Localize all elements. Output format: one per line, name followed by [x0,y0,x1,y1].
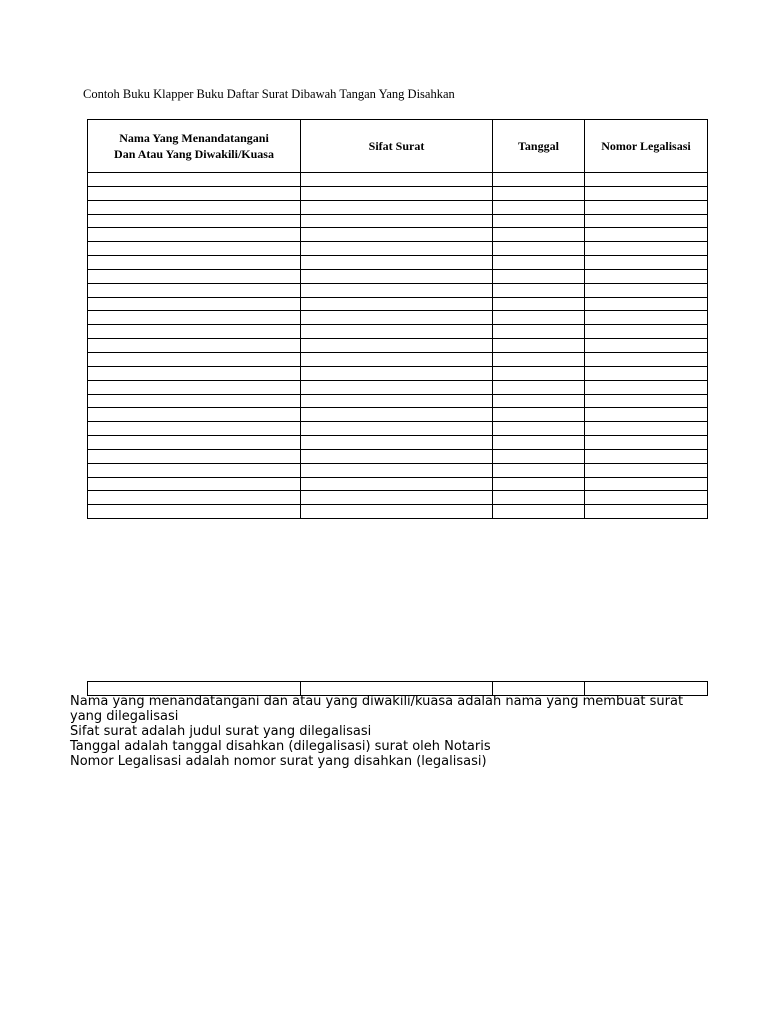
table-cell[interactable] [585,449,708,463]
table-cell[interactable] [493,408,585,422]
table-row [88,339,708,353]
table-cell[interactable] [301,505,493,519]
table-cell[interactable] [88,269,301,283]
table-cell[interactable] [585,366,708,380]
table-cell[interactable] [585,283,708,297]
table-cell[interactable] [88,256,301,270]
table-cell[interactable] [88,366,301,380]
table-cell[interactable] [493,394,585,408]
table-row [88,408,708,422]
table-cell[interactable] [88,228,301,242]
header-nama-line2: Dan Atau Yang Diwakili/Kuasa [114,147,274,161]
table-cell[interactable] [88,242,301,256]
table-cell[interactable] [301,200,493,214]
table-cell[interactable] [585,311,708,325]
table-cell[interactable] [585,394,708,408]
table-row [88,325,708,339]
table-cell[interactable] [493,311,585,325]
table-row [88,173,708,187]
table-cell[interactable] [493,297,585,311]
table-cell[interactable] [493,352,585,366]
table-cell[interactable] [493,477,585,491]
table-cell[interactable] [493,449,585,463]
table-cell[interactable] [585,186,708,200]
table-cell[interactable] [88,214,301,228]
table-row [88,228,708,242]
note-tanggal: Tanggal adalah tanggal disahkan (dilegalisasi) surat oleh Notaris [70,739,491,754]
table-cell[interactable] [301,436,493,450]
table-cell[interactable] [301,352,493,366]
table-cell[interactable] [88,477,301,491]
table-cell[interactable] [493,186,585,200]
table-row [88,436,708,450]
table-cell[interactable] [493,269,585,283]
table-cell[interactable] [301,242,493,256]
table-cell[interactable] [585,505,708,519]
table-row [88,269,708,283]
table-cell[interactable] [493,491,585,505]
table-cell[interactable] [88,283,301,297]
table-cell[interactable] [493,283,585,297]
notes-section [70,694,710,769]
table-row [88,422,708,436]
note-sifat-surat: Sifat surat adalah judul surat yang dilegalisasi [70,724,372,739]
table-cell[interactable] [301,463,493,477]
page-title: Contoh Buku Klapper Buku Daftar Surat Dibawah Tangan Yang Disahkan [83,87,455,101]
table-cell[interactable] [585,173,708,187]
table-cell[interactable] [88,449,301,463]
table-cell[interactable] [585,325,708,339]
table-cell[interactable] [301,394,493,408]
header-nama-line1: Nama Yang Menandatangani [119,131,269,145]
table-cell[interactable] [493,339,585,353]
table-body [88,173,708,519]
table-cell[interactable] [88,173,301,187]
table-cell[interactable] [301,173,493,187]
table-cell[interactable] [301,311,493,325]
table-cell[interactable] [585,200,708,214]
table-cell[interactable] [301,256,493,270]
header-tanggal: Tanggal [493,120,585,173]
table-cell[interactable] [301,228,493,242]
table-cell[interactable] [493,505,585,519]
header-nama [88,120,301,173]
klapper-table [87,119,708,519]
table-row [88,311,708,325]
table-cell[interactable] [88,200,301,214]
table-row [88,380,708,394]
table-cell[interactable] [493,173,585,187]
table-cell[interactable] [301,449,493,463]
table-cell[interactable] [301,491,493,505]
table-cell[interactable] [88,352,301,366]
table-cell[interactable] [493,200,585,214]
table-cell[interactable] [493,214,585,228]
table-row [88,394,708,408]
table-cell[interactable] [88,297,301,311]
table-cell[interactable] [493,256,585,270]
table-cell[interactable] [301,422,493,436]
table-cell[interactable] [88,491,301,505]
table-row [88,352,708,366]
note-nama: Nama yang menandatangani dan atau yang diwakili/kuasa adalah nama yang membuat surat yang dilegalisasi [70,694,684,724]
table-cell[interactable] [585,242,708,256]
table-cell[interactable] [88,394,301,408]
table-cell[interactable] [493,380,585,394]
table-cell[interactable] [301,214,493,228]
table-cell[interactable] [301,408,493,422]
table-row [88,505,708,519]
table-cell[interactable] [585,491,708,505]
header-nomor-legalisasi: Nomor Legalisasi [585,120,708,173]
note-nomor-legalisasi: Nomor Legalisasi adalah nomor surat yang disahkan (legalisasi) [70,754,487,769]
table-row [88,186,708,200]
table-row [88,242,708,256]
header-sifat-surat: Sifat Surat [301,120,493,173]
table-cell[interactable] [88,311,301,325]
table-cell[interactable] [585,256,708,270]
table-row [88,463,708,477]
table-row [88,491,708,505]
table-header-row [88,120,708,173]
table-row [88,297,708,311]
table-row [88,200,708,214]
table-row [88,449,708,463]
table-cell[interactable] [493,325,585,339]
table-cell[interactable] [585,422,708,436]
table-cell[interactable] [493,463,585,477]
table-cell[interactable] [301,477,493,491]
table-cell[interactable] [88,380,301,394]
table-cell[interactable] [585,380,708,394]
table-cell[interactable] [585,436,708,450]
table-row [88,366,708,380]
table-cell[interactable] [301,283,493,297]
table-cell[interactable] [301,325,493,339]
table-cell[interactable] [585,269,708,283]
table-cell[interactable] [88,339,301,353]
table-cell[interactable] [493,366,585,380]
table-cell[interactable] [301,297,493,311]
table-cell[interactable] [585,339,708,353]
table-cell[interactable] [88,463,301,477]
table-row [88,283,708,297]
table-cell[interactable] [88,186,301,200]
table-cell[interactable] [301,186,493,200]
table-cell[interactable] [585,408,708,422]
table-cell[interactable] [88,408,301,422]
table-cell[interactable] [585,214,708,228]
table-cell[interactable] [493,436,585,450]
table-row [88,477,708,491]
table-cell[interactable] [301,269,493,283]
table-row [88,214,708,228]
table-cell[interactable] [301,380,493,394]
table-row [88,256,708,270]
table-cell[interactable] [585,463,708,477]
table-cell[interactable] [88,325,301,339]
table-cell[interactable] [585,477,708,491]
table-cell[interactable] [585,228,708,242]
table-cell[interactable] [585,352,708,366]
table-cell[interactable] [88,505,301,519]
table-cell[interactable] [493,228,585,242]
table-cell[interactable] [493,422,585,436]
table-cell[interactable] [585,297,708,311]
table-cell[interactable] [493,242,585,256]
table-cell[interactable] [88,436,301,450]
table-cell[interactable] [301,339,493,353]
table-cell[interactable] [88,422,301,436]
table-cell[interactable] [301,366,493,380]
